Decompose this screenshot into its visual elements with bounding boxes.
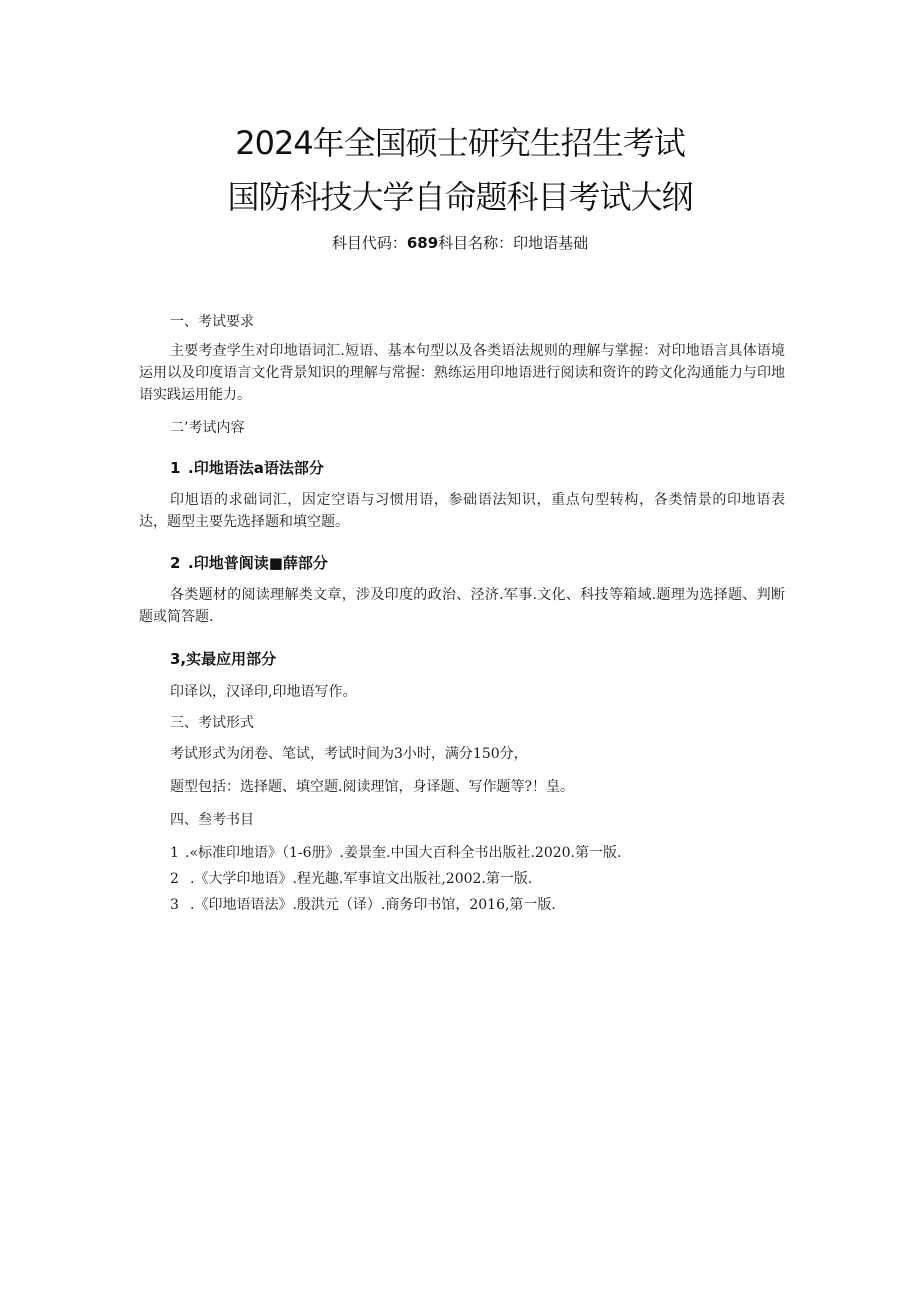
reference-number: 2 bbox=[170, 871, 179, 887]
application-body: 印译以，汉译印,印地语写作。 bbox=[170, 684, 357, 700]
subsection-title: .印地语法a语法部分 bbox=[188, 459, 324, 477]
name-label: 科目名称： bbox=[438, 234, 514, 252]
section-heading-references: 四、叁考书目 bbox=[170, 812, 254, 828]
reading-body: 各类题材的阅读理解类文章，涉及印度的政治、泾济.军事.文化、科技等箱域.题理为选择题、判断题或简答题. bbox=[139, 587, 785, 625]
title-line-1: 2024年全国硕士研究生招生考试 bbox=[235, 124, 685, 162]
subsection-number: 2 bbox=[170, 554, 181, 572]
name-value: 印地语基础 bbox=[513, 234, 589, 252]
subsection-application-heading: 3,实最应用部分 bbox=[170, 650, 277, 668]
subsection-reading-heading bbox=[170, 552, 328, 573]
reference-item bbox=[170, 868, 532, 888]
reference-text: .《大学印地语》.程光趣.军事谊文出版社,2002.第一版. bbox=[190, 871, 533, 887]
subsection-title: .印地普阆读■薛部分 bbox=[188, 554, 328, 572]
section-heading-content: 二’考试内容 bbox=[170, 420, 245, 436]
reference-number: 1 bbox=[170, 845, 179, 861]
reference-item bbox=[170, 842, 621, 862]
requirements-body: 主要考查学生对印地语词汇.短语、基本句型以及各类语法规则的理解与掌握：对印地语言具体语境运用以及印度语言文化背景知识的理解与常握：熟练运用印地语进行阅读和资许的跨文化沟通能力与印地语实践运用能力。 bbox=[139, 343, 785, 403]
format-line-2: 题型包括：选择题、填空题.阅读理馆，身译题、写作题等?！皇。 bbox=[170, 779, 574, 795]
subsection-number: 1 bbox=[170, 459, 181, 477]
format-line-1: 考试形式为闭卷、笔试，考试时间为3小时，满分150分， bbox=[170, 746, 528, 762]
title-line-2: 国防科技大学自命题科目考试大纲 bbox=[227, 178, 693, 216]
section-heading-format: 三、考试形式 bbox=[170, 715, 254, 731]
reference-number: 3 bbox=[170, 897, 179, 913]
code-value: 689 bbox=[406, 234, 439, 252]
grammar-body: 印旭语的求础词汇，因定空语与习惯用语，参础语法知识，重点句型转构，各类情景的印地语表达，题型主要先选择题和填空题。 bbox=[139, 492, 785, 530]
reference-text: .《印地语语法》.殷洪元（译）.商务印书馆，2016,第一版. bbox=[190, 897, 556, 913]
reference-text: .«标准印地语》（1-6册》.姜景奎.中国大百科全书出版社.2020.第一版. bbox=[185, 845, 622, 861]
code-label: 科目代码： bbox=[331, 234, 407, 252]
subject-code-line bbox=[0, 232, 920, 253]
section-heading-requirements: 一、考试要求 bbox=[170, 314, 254, 330]
subsection-grammar-heading bbox=[170, 457, 324, 478]
reference-item bbox=[170, 894, 556, 914]
